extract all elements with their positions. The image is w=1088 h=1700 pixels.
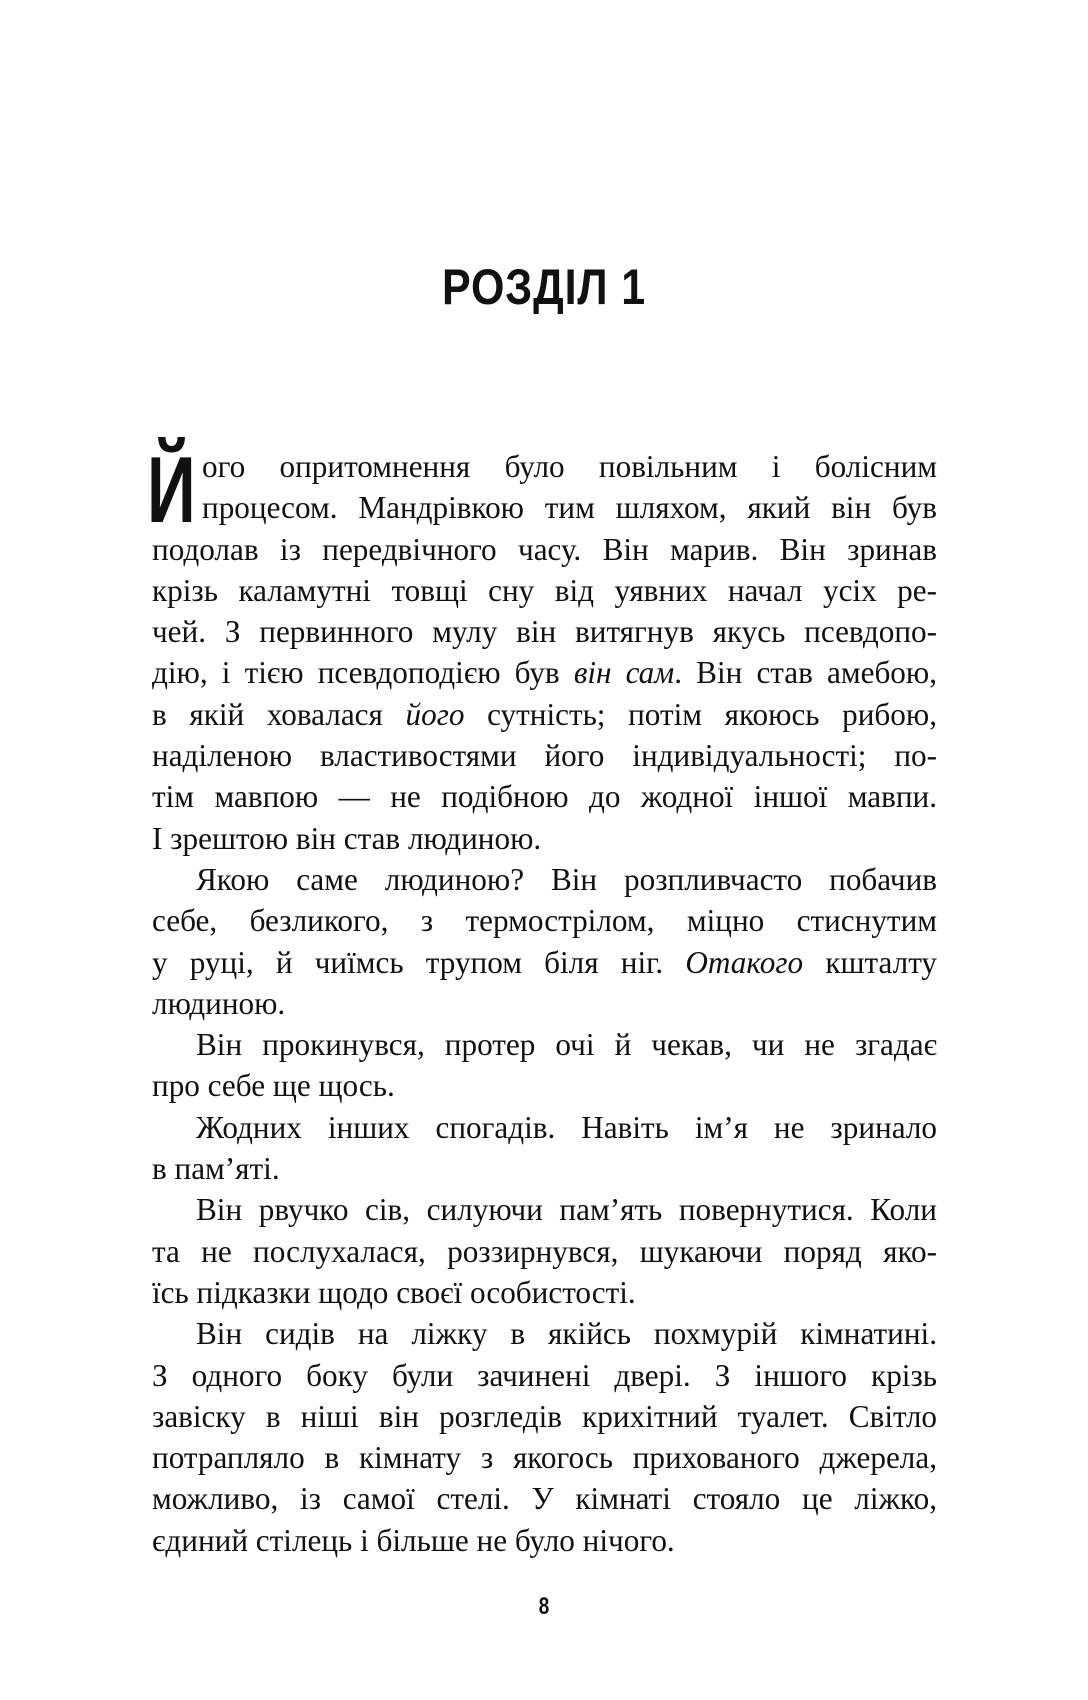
text-line	[152, 776, 937, 817]
text-line	[152, 859, 937, 900]
text-fragment: Жодних інших спогадів. Навіть ім’я не зринало	[196, 1109, 937, 1145]
text-fragment: Він сидів на ліжку в якійсь похмурій кімнатині.	[196, 1316, 937, 1352]
text-fragment: та не послухалася, роззирнувся, шукаючи поряд яко-	[152, 1233, 937, 1269]
text-line	[152, 1107, 937, 1148]
text-fragment: . Він став амебою,	[674, 655, 937, 691]
text-fragment: І зрештою він став людиною.	[152, 820, 542, 856]
text-line	[152, 942, 937, 983]
text-fragment: людиною.	[152, 985, 286, 1021]
text-fragment: їсь підказки щодо своєї особистості.	[152, 1274, 636, 1310]
text-fragment: завіску в ніші він розгледів крихітний туалет. Світло	[152, 1398, 937, 1434]
text-fragment: подолав із передвічного часу. Він марив. Він зринав	[152, 531, 937, 567]
chapter-body-text	[152, 446, 937, 1561]
text-line	[152, 1396, 937, 1437]
text-fragment: у руці, й чиїмсь трупом біля ніг.	[152, 944, 686, 980]
text-line	[152, 1272, 937, 1313]
text-fragment: Він прокинувся, протер очі й чекав, чи не згадає	[196, 1027, 937, 1063]
italic-text: його	[405, 696, 465, 732]
text-fragment: Якою саме людиною? Він розпливчасто побачив	[196, 861, 937, 897]
text-fragment: в якій ховалася	[152, 696, 406, 732]
text-line	[152, 900, 937, 941]
text-line	[152, 1520, 937, 1561]
text-fragment: про себе ще щось.	[152, 1068, 395, 1104]
text-fragment: кшталту	[803, 944, 938, 980]
text-line	[152, 652, 937, 693]
text-fragment: можливо, із самої стелі. У кімнаті стояло це ліжко,	[152, 1481, 937, 1517]
text-fragment: дію, і тією псевдоподією був	[152, 655, 574, 691]
chapter-title: РОЗДІЛ 1	[441, 259, 646, 315]
text-fragment: крізь каламутні товщі сну від уявних начал усіх ре-	[152, 572, 937, 608]
text-fragment: сутність; потім якоюсь рибою,	[464, 696, 937, 732]
drop-cap: Й	[147, 437, 196, 542]
text-line	[152, 1478, 937, 1519]
text-line	[152, 1148, 937, 1189]
text-line	[152, 1189, 937, 1230]
text-line	[152, 735, 937, 776]
page-number: 8	[538, 1593, 550, 1620]
text-fragment: тім мавпою — не подібною до жодної іншої мавпи.	[152, 779, 937, 815]
text-fragment: З одного боку були зачинені двері. З іншого крізь	[152, 1357, 937, 1393]
text-fragment: єдиний стілець і більше не було нічого.	[152, 1522, 675, 1558]
text-line	[152, 818, 937, 859]
text-line	[152, 529, 937, 570]
text-line	[152, 1231, 937, 1272]
text-line	[152, 611, 937, 652]
text-fragment: потрапляло в кімнату з якогось прихованого джерела,	[152, 1440, 937, 1476]
italic-text: він сам	[573, 655, 675, 691]
text-line	[152, 1024, 937, 1065]
text-fragment: себе, безликого, з термострілом, міцно стиснутим	[152, 903, 937, 939]
text-fragment: чей. З первинного мулу він витягнув якусь псевдопо-	[152, 614, 937, 650]
text-line	[152, 446, 937, 487]
text-fragment: наділеною властивостями його індивідуальності; по-	[152, 738, 937, 774]
text-fragment: ого опритомнення було повільним і болісним	[202, 449, 937, 484]
text-line	[152, 1355, 937, 1396]
text-fragment: в пам’яті.	[152, 1151, 280, 1187]
text-line	[152, 570, 937, 611]
text-line	[152, 983, 937, 1024]
text-line	[152, 1437, 937, 1478]
italic-text: Отакого	[685, 944, 804, 980]
text-line	[152, 487, 937, 528]
text-line	[152, 694, 937, 735]
text-line	[152, 1065, 937, 1106]
text-line	[152, 1313, 937, 1354]
text-fragment: процесом. Мандрівкою тим шляхом, який він був	[202, 490, 937, 526]
text-fragment: Він рвучко сів, силуючи пам’ять повернутися. Коли	[196, 1192, 937, 1228]
